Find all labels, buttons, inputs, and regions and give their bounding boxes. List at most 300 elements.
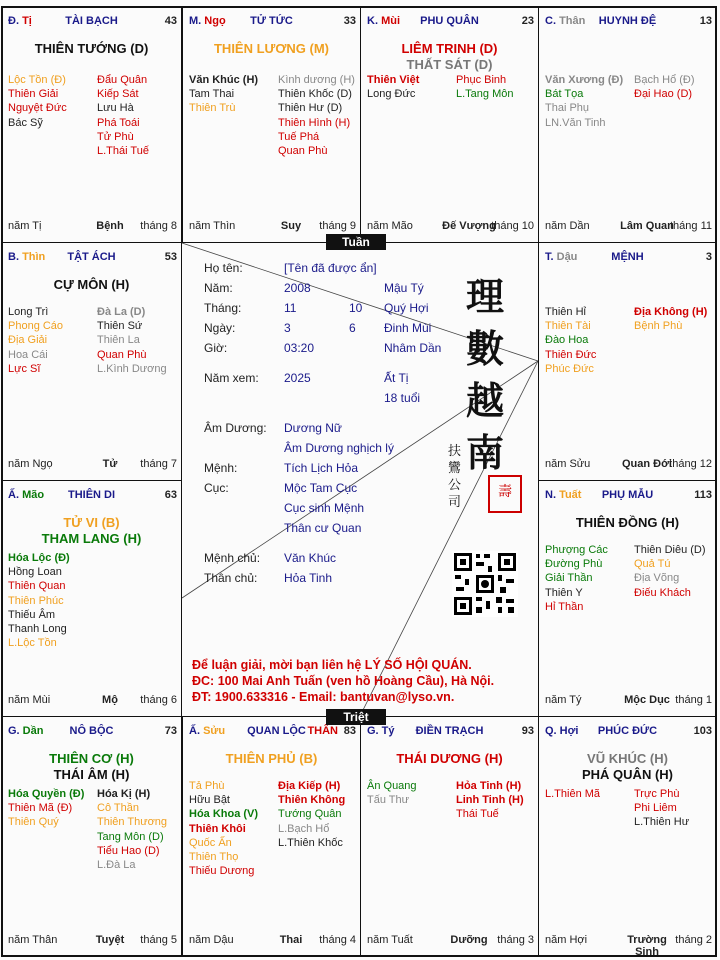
star-item[interactable]: Long Đức bbox=[367, 88, 416, 101]
footer-phase: Mộ bbox=[102, 694, 118, 706]
palace-header bbox=[2, 15, 181, 29]
star-item[interactable]: Thiên Trù bbox=[189, 102, 236, 115]
star-item[interactable]: Hỏa Tinh (H) bbox=[456, 780, 522, 792]
palace-number: 83 bbox=[343, 725, 356, 737]
footer-month: tháng 6 bbox=[140, 694, 177, 706]
palace-footer bbox=[545, 694, 712, 707]
star-item[interactable]: L.Thái Tuế bbox=[97, 145, 149, 158]
star-item[interactable]: Thiên Khốc (D) bbox=[278, 88, 352, 101]
star-item[interactable]: Phá Toái bbox=[97, 116, 140, 129]
star-item[interactable]: L.Thiên Khốc bbox=[278, 836, 343, 849]
star-item[interactable]: L.Lộc Tồn bbox=[8, 637, 57, 650]
star-item[interactable]: Đào Hoa bbox=[545, 334, 589, 347]
qr-graphic bbox=[452, 551, 518, 617]
thanchu-value: Hỏa Tinh bbox=[284, 571, 333, 585]
footer-month: tháng 8 bbox=[140, 220, 177, 232]
promo-line-1: Để luận giải, mời bạn liên hệ LÝ SỐ HỘI QUÁN. bbox=[192, 658, 472, 672]
footer-phase: Đế Vượng bbox=[442, 220, 496, 232]
palace-dan[interactable] bbox=[1, 716, 182, 957]
palace-name: TỬ TỨC bbox=[250, 15, 293, 27]
star-item[interactable]: Tuế Phá bbox=[278, 130, 320, 143]
palace-header bbox=[539, 251, 716, 265]
hour-value: 03:20 bbox=[284, 341, 315, 355]
star-item[interactable]: Tử Phù bbox=[97, 130, 134, 143]
main-star[interactable]: THIÊN CƠ (H) bbox=[49, 751, 134, 766]
star-item[interactable]: Thiên Đức bbox=[545, 348, 597, 361]
star-item[interactable]: Long Trì bbox=[8, 306, 49, 318]
name-value: [Tên đã được ẩn] bbox=[284, 261, 377, 275]
star-item[interactable]: Bát Tọa bbox=[545, 88, 584, 101]
palace-thin[interactable] bbox=[1, 242, 182, 481]
side-char-2: 鸞 bbox=[448, 461, 462, 476]
logo-char-1: 理 bbox=[466, 274, 505, 319]
star-item[interactable]: Kình dương (H) bbox=[278, 74, 355, 86]
palace-name: TÀI BẠCH bbox=[65, 15, 118, 27]
cuc-1: Mộc Tam Cục bbox=[284, 481, 358, 495]
star-item[interactable]: Thái Tuế bbox=[456, 808, 499, 821]
than-marker: THÂN bbox=[307, 725, 338, 737]
amduong-1: Dương Nữ bbox=[284, 421, 342, 435]
star-item[interactable]: Thiếu Âm bbox=[8, 608, 56, 621]
main-star[interactable]: THIÊN ĐỒNG (H) bbox=[575, 515, 680, 530]
footer-phase: Quan Đới bbox=[622, 458, 672, 470]
palace-footer bbox=[189, 220, 356, 233]
side-calligraphy bbox=[448, 443, 464, 511]
footer-year: năm Ngọ bbox=[8, 458, 53, 470]
star-item[interactable]: Thiên Thương bbox=[97, 816, 168, 829]
star-item[interactable]: Đường Phù bbox=[545, 558, 603, 571]
year-solar: 2008 bbox=[284, 281, 311, 295]
main-stars bbox=[2, 751, 181, 783]
main-stars bbox=[361, 41, 538, 73]
footer-phase: Bệnh bbox=[96, 220, 124, 232]
stars-left-column bbox=[367, 73, 453, 101]
hour-lunar: Nhâm Dần bbox=[384, 341, 442, 355]
main-stars bbox=[183, 751, 360, 767]
star-item[interactable]: L.Thiên Hư bbox=[634, 816, 690, 829]
stars-right-column bbox=[278, 779, 361, 850]
day-solar: 3 bbox=[284, 321, 291, 335]
palace-number: 63 bbox=[164, 489, 177, 501]
center-info-panel bbox=[182, 243, 538, 716]
palace-number: 3 bbox=[705, 251, 712, 263]
star-item[interactable]: Thanh Long bbox=[8, 623, 67, 636]
stars-left-column bbox=[367, 779, 453, 807]
age: 18 tuổi bbox=[384, 391, 421, 405]
palace-number: 53 bbox=[164, 251, 177, 263]
main-stars bbox=[539, 751, 716, 783]
star-item[interactable]: Thiên Y bbox=[545, 586, 583, 599]
palace-number: 113 bbox=[694, 489, 712, 501]
footer-phase: Mộc Dục bbox=[624, 694, 670, 706]
stars-right-column bbox=[634, 787, 717, 830]
star-item[interactable]: Thiên Giải bbox=[8, 88, 59, 101]
hour-label: Giờ: bbox=[204, 341, 228, 355]
branch-label: M. Ngọ bbox=[189, 15, 226, 27]
palace-header bbox=[539, 489, 716, 503]
palace-ti[interactable] bbox=[1, 6, 182, 243]
footer-year: năm Tuất bbox=[367, 934, 413, 946]
footer-month: tháng 4 bbox=[319, 934, 356, 946]
stars-right-column bbox=[97, 787, 182, 872]
palace-number: 23 bbox=[521, 15, 534, 27]
palace-suu[interactable] bbox=[182, 716, 361, 957]
star-item[interactable]: Thai Phụ bbox=[545, 102, 590, 115]
star-item[interactable]: Hữu Bật bbox=[189, 794, 230, 807]
footer-year: năm Dần bbox=[545, 220, 590, 232]
menhchu-label: Mệnh chủ: bbox=[204, 551, 261, 565]
star-item[interactable]: Địa Không (H) bbox=[634, 306, 708, 318]
branch-label: Q. Hợi bbox=[545, 725, 579, 737]
menhchu-value: Văn Khúc bbox=[284, 551, 337, 565]
star-item[interactable]: Nguyệt Đức bbox=[8, 102, 67, 115]
star-item[interactable]: Thiên Hư (D) bbox=[278, 102, 343, 115]
footer-year: năm Tý bbox=[545, 694, 582, 706]
stars-right-column bbox=[634, 73, 717, 101]
month-label: Tháng: bbox=[204, 301, 242, 315]
menh-value: Tích Lịch Hỏa bbox=[284, 461, 359, 475]
palace-name: PHỤ MẪU bbox=[601, 489, 654, 501]
logo-char-2: 數 bbox=[466, 326, 505, 371]
stars-right-column bbox=[278, 73, 361, 158]
star-item[interactable]: Địa Giải bbox=[8, 334, 48, 347]
stars-left-column bbox=[545, 543, 631, 614]
branch-label: G. Dần bbox=[8, 725, 44, 737]
star-item[interactable]: Thiên Việt bbox=[367, 74, 420, 86]
promo-line-2: ĐC: 100 Mai Anh Tuấn (ven hồ Hoàng Cầu), Hà Nội. bbox=[192, 674, 495, 688]
palace-header bbox=[539, 15, 716, 29]
day-lunar: Đinh Mùi bbox=[384, 321, 432, 335]
palace-footer bbox=[8, 694, 177, 707]
main-star[interactable]: CỰ MÔN (H) bbox=[53, 277, 130, 292]
star-item[interactable]: Thiên La bbox=[97, 334, 140, 347]
star-item[interactable]: Tiểu Hao (D) bbox=[97, 844, 160, 857]
star-item[interactable]: Bác Sỹ bbox=[8, 116, 43, 129]
palace-header bbox=[539, 725, 716, 739]
star-item[interactable]: Tang Môn (D) bbox=[97, 830, 164, 843]
star-item[interactable]: Địa Võng bbox=[634, 572, 680, 585]
palace-ty[interactable] bbox=[360, 716, 539, 957]
star-item[interactable]: Quả Tú bbox=[634, 558, 671, 571]
star-item[interactable]: LN.Văn Tinh bbox=[545, 116, 606, 129]
star-item[interactable]: Thiên Hỉ bbox=[545, 306, 586, 318]
main-star[interactable]: THAM LANG (H) bbox=[41, 531, 142, 546]
palace-name: TẬT ÁCH bbox=[67, 251, 116, 263]
palace-than[interactable] bbox=[538, 6, 717, 243]
footer-month: tháng 9 bbox=[319, 220, 356, 232]
branch-label: T. Dậu bbox=[545, 251, 578, 263]
star-item[interactable]: Ân Quang bbox=[367, 780, 417, 792]
footer-month: tháng 7 bbox=[140, 458, 177, 470]
stars-right-column bbox=[97, 305, 182, 376]
star-item[interactable]: L.Đà La bbox=[97, 859, 136, 872]
branch-label: Đ. Tị bbox=[8, 15, 32, 27]
palace-header bbox=[2, 251, 181, 265]
main-stars bbox=[361, 751, 538, 767]
main-star[interactable]: THIÊN LƯƠNG (M) bbox=[213, 41, 330, 56]
main-star[interactable]: THÁI DƯƠNG (H) bbox=[396, 751, 503, 766]
palace-number: 103 bbox=[693, 725, 712, 737]
star-item[interactable]: Thiên Thọ bbox=[189, 851, 239, 864]
palace-number: 93 bbox=[521, 725, 534, 737]
stars-left-column bbox=[189, 779, 275, 878]
year-lunar: Mậu Tý bbox=[384, 281, 424, 295]
footer-phase: Tử bbox=[102, 458, 118, 470]
star-item[interactable]: Phúc Đức bbox=[545, 362, 594, 375]
stars-right-column bbox=[456, 73, 539, 101]
footer-year: năm Hợi bbox=[545, 934, 588, 946]
logo-char-4: 南 bbox=[466, 430, 505, 475]
branch-label: B. Thìn bbox=[8, 251, 46, 263]
star-item[interactable]: Hóa Quyền (Đ) bbox=[8, 788, 85, 800]
stars-left-column bbox=[545, 73, 631, 130]
side-char-1: 扶 bbox=[448, 444, 462, 459]
stars-left-column bbox=[8, 787, 94, 830]
month-solar: 11 bbox=[284, 301, 297, 315]
stars-left-column bbox=[545, 305, 631, 376]
star-item[interactable]: Thiên Sứ bbox=[97, 320, 143, 333]
menh-label: Mệnh: bbox=[204, 461, 238, 475]
amduong-label: Âm Dương: bbox=[204, 421, 267, 435]
star-item[interactable]: Thiên Hình (H) bbox=[278, 116, 351, 129]
footer-month: tháng 1 bbox=[675, 694, 712, 706]
tuan-label: Tuần bbox=[326, 234, 386, 250]
footer-month: tháng 11 bbox=[669, 220, 712, 232]
stars-left-column bbox=[545, 787, 631, 801]
branch-label: K. Mùi bbox=[367, 15, 401, 27]
footer-year: năm Thân bbox=[8, 934, 58, 946]
palace-footer bbox=[189, 934, 356, 947]
main-stars bbox=[183, 41, 360, 57]
star-item[interactable]: Hóa Lộc (Đ) bbox=[8, 552, 70, 564]
star-item[interactable]: Quốc Ấn bbox=[189, 836, 232, 849]
palace-tuat[interactable] bbox=[538, 480, 717, 717]
palace-footer bbox=[545, 934, 712, 957]
palace-name: MỆNH bbox=[611, 251, 644, 263]
stars-right-column bbox=[97, 73, 182, 158]
main-star[interactable]: TỬ VI (B) bbox=[63, 515, 120, 530]
palace-ngo[interactable] bbox=[182, 6, 361, 243]
footer-year: năm Sửu bbox=[545, 458, 591, 470]
star-item[interactable]: Trực Phù bbox=[634, 788, 680, 800]
promo-line-3[interactable]: ĐT: 1900.633316 - Email: bantuvan@lyso.vn. bbox=[192, 690, 455, 704]
stars-right-column bbox=[634, 543, 717, 600]
palace-footer bbox=[8, 934, 177, 947]
star-item[interactable]: Giải Thần bbox=[545, 572, 593, 585]
palace-footer bbox=[545, 458, 712, 471]
side-char-4: 司 bbox=[448, 495, 462, 510]
red-seal-stamp: 壽 bbox=[488, 475, 522, 513]
footer-year: năm Mão bbox=[367, 220, 413, 232]
star-item[interactable]: Đẩu Quân bbox=[97, 74, 148, 86]
palace-hoi[interactable] bbox=[538, 716, 717, 957]
star-item[interactable]: Thiên Tài bbox=[545, 320, 591, 333]
palace-footer bbox=[8, 220, 177, 233]
star-item[interactable]: Tướng Quân bbox=[278, 808, 342, 821]
footer-phase: Lâm Quan bbox=[620, 220, 674, 232]
view-year-label: Năm xem: bbox=[204, 371, 259, 385]
star-item[interactable]: Phi Liêm bbox=[634, 802, 677, 815]
star-item[interactable]: Phục Binh bbox=[456, 74, 507, 86]
star-item[interactable]: Thiên Không bbox=[278, 794, 346, 807]
amduong-2: Âm Dương nghịch lý bbox=[284, 441, 394, 455]
star-item[interactable]: Thiên Quý bbox=[8, 816, 59, 829]
month-lunar: Quý Hợi bbox=[384, 301, 429, 315]
calligraphy-logo bbox=[466, 271, 526, 479]
star-item[interactable]: Lực Sĩ bbox=[8, 362, 41, 375]
palace-name: QUAN LỘC bbox=[247, 725, 306, 737]
palace-number: 33 bbox=[343, 15, 356, 27]
footer-year: năm Dậu bbox=[189, 934, 234, 946]
palace-header bbox=[183, 15, 360, 29]
star-item[interactable]: Thiếu Dương bbox=[189, 865, 255, 878]
palace-footer bbox=[367, 934, 534, 947]
footer-phase: Suy bbox=[280, 220, 302, 232]
star-item[interactable]: Tam Thai bbox=[189, 88, 235, 101]
star-item[interactable]: L.Bạch Hổ bbox=[278, 822, 330, 835]
palace-footer bbox=[8, 458, 177, 471]
main-stars bbox=[539, 515, 716, 531]
palace-name: ĐIỀN TRẠCH bbox=[415, 725, 484, 737]
star-item[interactable]: Cô Thần bbox=[97, 802, 139, 815]
palace-header bbox=[183, 725, 360, 739]
palace-number: 73 bbox=[164, 725, 177, 737]
star-item[interactable]: Hỉ Thần bbox=[545, 600, 584, 613]
palace-name: THIÊN DI bbox=[67, 489, 116, 501]
palace-header bbox=[2, 725, 181, 739]
star-item[interactable]: Tấu Thư bbox=[367, 794, 410, 807]
footer-phase: Thai bbox=[279, 934, 303, 946]
star-item[interactable]: Văn Xương (Đ) bbox=[545, 74, 624, 86]
month-lunar-num: 10 bbox=[349, 301, 363, 315]
main-star[interactable]: LIÊM TRINH (D) bbox=[401, 41, 498, 56]
palace-number: 43 bbox=[164, 15, 177, 27]
palace-mao[interactable] bbox=[1, 480, 182, 717]
palace-header bbox=[2, 489, 181, 503]
stars-right-column bbox=[634, 305, 717, 333]
palace-name: HUYNH ĐỆ bbox=[598, 15, 657, 27]
cuc-2: Cục sinh Mệnh bbox=[284, 501, 365, 515]
star-item[interactable]: Hồng Loan bbox=[8, 566, 62, 579]
palace-name: PHU QUÂN bbox=[420, 15, 479, 27]
star-item[interactable]: Thiên Phúc bbox=[8, 594, 64, 607]
footer-month: tháng 2 bbox=[675, 934, 712, 946]
star-item[interactable]: Lộc Tồn (Đ) bbox=[8, 74, 66, 86]
star-item[interactable]: Thiên Mã (Đ) bbox=[8, 802, 73, 815]
star-item[interactable]: Đà La (D) bbox=[97, 306, 146, 318]
qr-code-icon[interactable] bbox=[452, 551, 518, 617]
palace-name: PHÚC ĐỨC bbox=[597, 725, 658, 737]
name-label: Họ tên: bbox=[204, 261, 243, 275]
main-star[interactable]: VŨ KHÚC (H) bbox=[587, 751, 668, 766]
star-item[interactable]: Văn Khúc (H) bbox=[189, 74, 259, 86]
stars-left-column bbox=[8, 551, 94, 650]
cuc-label: Cục: bbox=[204, 481, 229, 495]
day-lunar-num: 6 bbox=[349, 321, 356, 335]
palace-number: 13 bbox=[699, 15, 712, 27]
main-star[interactable]: THẤT SÁT (D) bbox=[406, 57, 493, 72]
star-item[interactable]: Đại Hao (D) bbox=[634, 88, 693, 101]
star-item[interactable]: Phong Cáo bbox=[8, 320, 64, 333]
star-item[interactable]: Tả Phù bbox=[189, 780, 225, 792]
day-label: Ngày: bbox=[204, 321, 236, 335]
star-item[interactable]: Kiếp Sát bbox=[97, 88, 139, 101]
star-item[interactable]: Linh Tinh (H) bbox=[456, 794, 524, 807]
main-star[interactable]: THIÊN TƯỚNG (D) bbox=[34, 41, 149, 56]
star-item[interactable]: Phượng Các bbox=[545, 544, 608, 556]
star-item[interactable]: L.Kình Dương bbox=[97, 362, 167, 375]
main-star[interactable]: THÁI ÂM (H) bbox=[53, 767, 130, 782]
footer-month: tháng 3 bbox=[497, 934, 534, 946]
side-char-3: 公 bbox=[448, 478, 462, 493]
branch-label: C. Thân bbox=[545, 15, 586, 27]
view-year: 2025 bbox=[284, 371, 311, 385]
footer-phase: Trường Sinh bbox=[627, 934, 667, 957]
footer-phase: Dưỡng bbox=[450, 934, 488, 946]
main-star[interactable]: THIÊN PHỦ (B) bbox=[225, 751, 318, 766]
star-item[interactable]: Quan Phù bbox=[278, 145, 328, 158]
palace-mui[interactable] bbox=[360, 6, 539, 243]
palace-footer bbox=[367, 220, 534, 233]
star-item[interactable]: L.Thiên Mã bbox=[545, 788, 601, 800]
footer-month: tháng 5 bbox=[140, 934, 177, 946]
star-item[interactable]: Thiên Diêu (D) bbox=[634, 544, 706, 556]
main-stars bbox=[2, 41, 181, 57]
footer-year: năm Mùi bbox=[8, 694, 51, 706]
palace-footer bbox=[545, 220, 712, 233]
star-item[interactable]: Hóa Khoa (V) bbox=[189, 808, 259, 821]
star-item[interactable]: Điếu Khách bbox=[634, 586, 691, 599]
palace-header bbox=[361, 725, 538, 739]
view-year-lunar: Ất Tị bbox=[384, 371, 409, 385]
main-star[interactable]: PHÁ QUÂN (H) bbox=[582, 767, 673, 782]
footer-phase: Tuyệt bbox=[95, 934, 125, 946]
main-stars bbox=[2, 277, 181, 293]
thanchu-label: Thân chủ: bbox=[204, 571, 258, 585]
palace-header bbox=[361, 15, 538, 29]
branch-label: N. Tuất bbox=[545, 489, 582, 501]
star-item[interactable]: Địa Kiếp (H) bbox=[278, 780, 341, 792]
star-item[interactable]: Quan Phù bbox=[97, 348, 147, 361]
branch-label: Ấ. Mão bbox=[8, 489, 45, 501]
star-item[interactable]: Bạch Hổ (Đ) bbox=[634, 74, 695, 86]
branch-label: Ấ. Sửu bbox=[189, 725, 226, 737]
footer-month: tháng 12 bbox=[669, 458, 712, 470]
star-item[interactable]: Hoa Cái bbox=[8, 348, 48, 361]
footer-year: năm Tị bbox=[8, 220, 42, 232]
star-item[interactable]: L.Tang Môn bbox=[456, 88, 514, 101]
stars-left-column bbox=[8, 73, 94, 130]
star-item[interactable]: Lưu Hà bbox=[97, 102, 134, 115]
stars-left-column bbox=[8, 305, 94, 376]
star-item[interactable]: Bệnh Phù bbox=[634, 320, 683, 333]
star-item[interactable]: Hóa Kị (H) bbox=[97, 788, 151, 800]
triet-label: Triệt bbox=[326, 709, 386, 725]
branch-label: G. Tý bbox=[367, 725, 395, 737]
palace-name: NÔ BỘC bbox=[69, 725, 114, 737]
footer-year: năm Thìn bbox=[189, 220, 236, 232]
main-stars bbox=[2, 515, 181, 547]
promo-text bbox=[192, 657, 494, 705]
stars-right-column bbox=[456, 779, 539, 822]
stars-left-column bbox=[189, 73, 275, 116]
year-label: Năm: bbox=[204, 281, 233, 295]
star-item[interactable]: Thiên Quan bbox=[8, 580, 66, 593]
palace-dau[interactable] bbox=[538, 242, 717, 481]
star-item[interactable]: Thiên Khôi bbox=[189, 822, 246, 835]
logo-char-3: 越 bbox=[466, 378, 505, 423]
footer-month: tháng 10 bbox=[491, 220, 534, 232]
